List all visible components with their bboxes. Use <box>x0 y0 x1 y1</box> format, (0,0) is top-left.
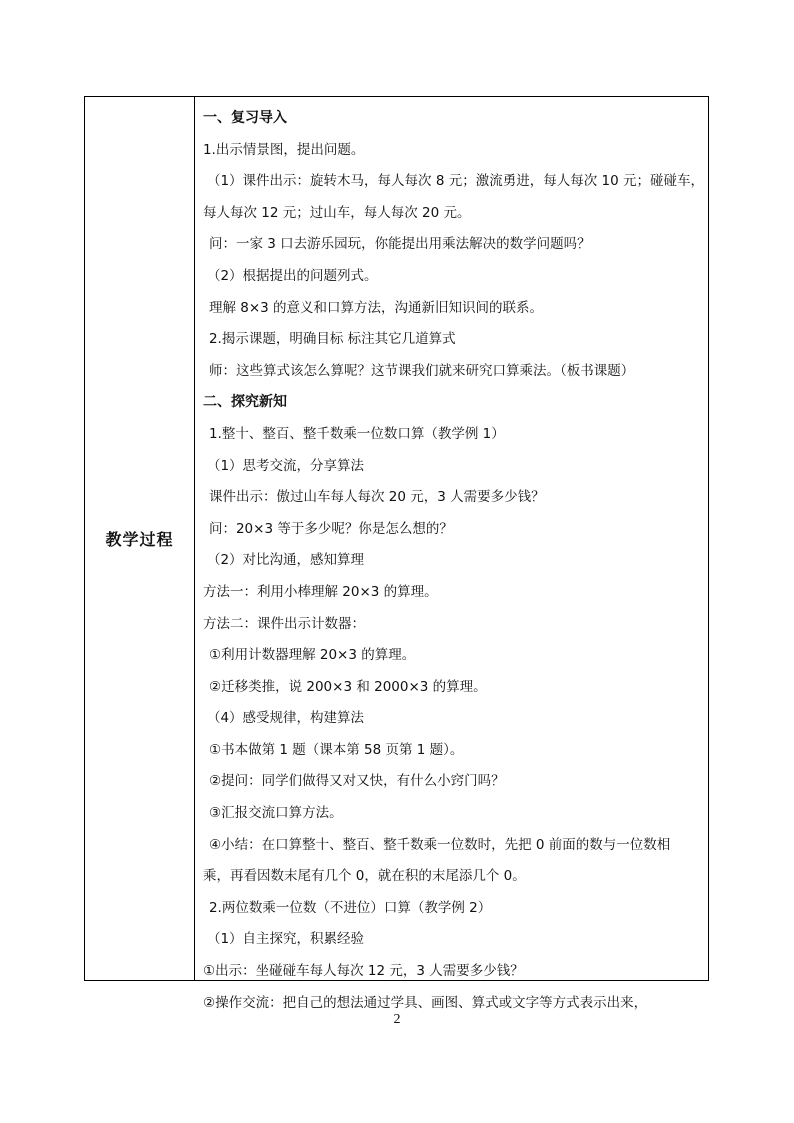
content-line: 课件出示：傲过山车每人每次 20 元，3 人需要多少钱？ <box>208 489 545 506</box>
content-line: （2）对比沟通，感知算理 <box>206 552 365 569</box>
content-line: 师：这些算式该怎么算呢？这节课我们就来研究口算乘法。（板书课题） <box>208 362 635 379</box>
content-line: ②操作交流：把自己的想法通过学具、画图、算式或文字等方式表示出来， <box>202 994 648 1011</box>
content-line: ①出示：坐碰碰车每人每次 12 元，3 人需要多少钱？ <box>202 963 524 980</box>
content-line: 1.整十、整百、整千数乘一位数口算（教学例 1） <box>208 425 505 442</box>
lesson-plan-table <box>84 96 709 1011</box>
section-heading: 一、复习导入 <box>202 110 287 126</box>
content-line: 问：20×3 等于多少呢？你是怎么想的？ <box>208 520 453 537</box>
content-line: ④小结：在口算整十、整百、整千数乘一位数时，先把 0 前面的数与一位数相 <box>208 836 671 853</box>
content-line: ①利用计数器理解 20×3 的算理。 <box>208 647 416 664</box>
content-line: 每人每次 12 元；过山车，每人每次 20 元。 <box>202 204 471 221</box>
section-heading: 二、探究新知 <box>202 394 287 411</box>
content-line: ③汇报交流口算方法。 <box>208 805 343 822</box>
content-cell <box>195 97 708 1011</box>
content-line: 2.揭示课题，明确目标 标注其它几道算式 <box>208 331 456 348</box>
content-line: （2）根据提出的问题列式。 <box>206 267 378 284</box>
content-line: 1.出示情景图，提出问题。 <box>202 141 365 158</box>
content-line: 方法二：课件出示计数器： <box>202 615 365 632</box>
content-line: （4）感受规律，构建算法 <box>206 710 365 727</box>
content-line: 理解 8×3 的意义和口算方法，沟通新旧知识间的联系。 <box>208 299 544 316</box>
page-number: 2 <box>393 1012 401 1027</box>
row-label: 教学过程 <box>105 530 174 549</box>
content-line: 问：一家 3 口去游乐园玩，你能提出用乘法解决的数学问题吗？ <box>208 236 591 253</box>
content-line: （1）课件出示：旋转木马，每人每次 8 元；激流勇进，每人每次 10 元；碰碰车， <box>206 173 704 190</box>
content-line: ②提问：同学们做得又对又快，有什么小窍门吗？ <box>208 773 505 790</box>
content-line: 乘，再看因数末尾有几个 0，就在积的末尾添几个 0。 <box>202 868 526 885</box>
content-line: 方法一：利用小棒理解 20×3 的算理。 <box>202 583 438 600</box>
content-line: ②迁移类推，说 200×3 和 2000×3 的算理。 <box>208 678 487 695</box>
content-line: 2.两位数乘一位数（不进位）口算（教学例 2） <box>208 899 492 916</box>
row-label-cell <box>85 97 195 980</box>
content-line: （1）思考交流，分享算法 <box>206 457 365 474</box>
content-line: ①书本做第 1 题（课本第 58 页第 1 题）。 <box>208 741 464 758</box>
content-line: （1）自主探究，积累经验 <box>206 931 365 948</box>
